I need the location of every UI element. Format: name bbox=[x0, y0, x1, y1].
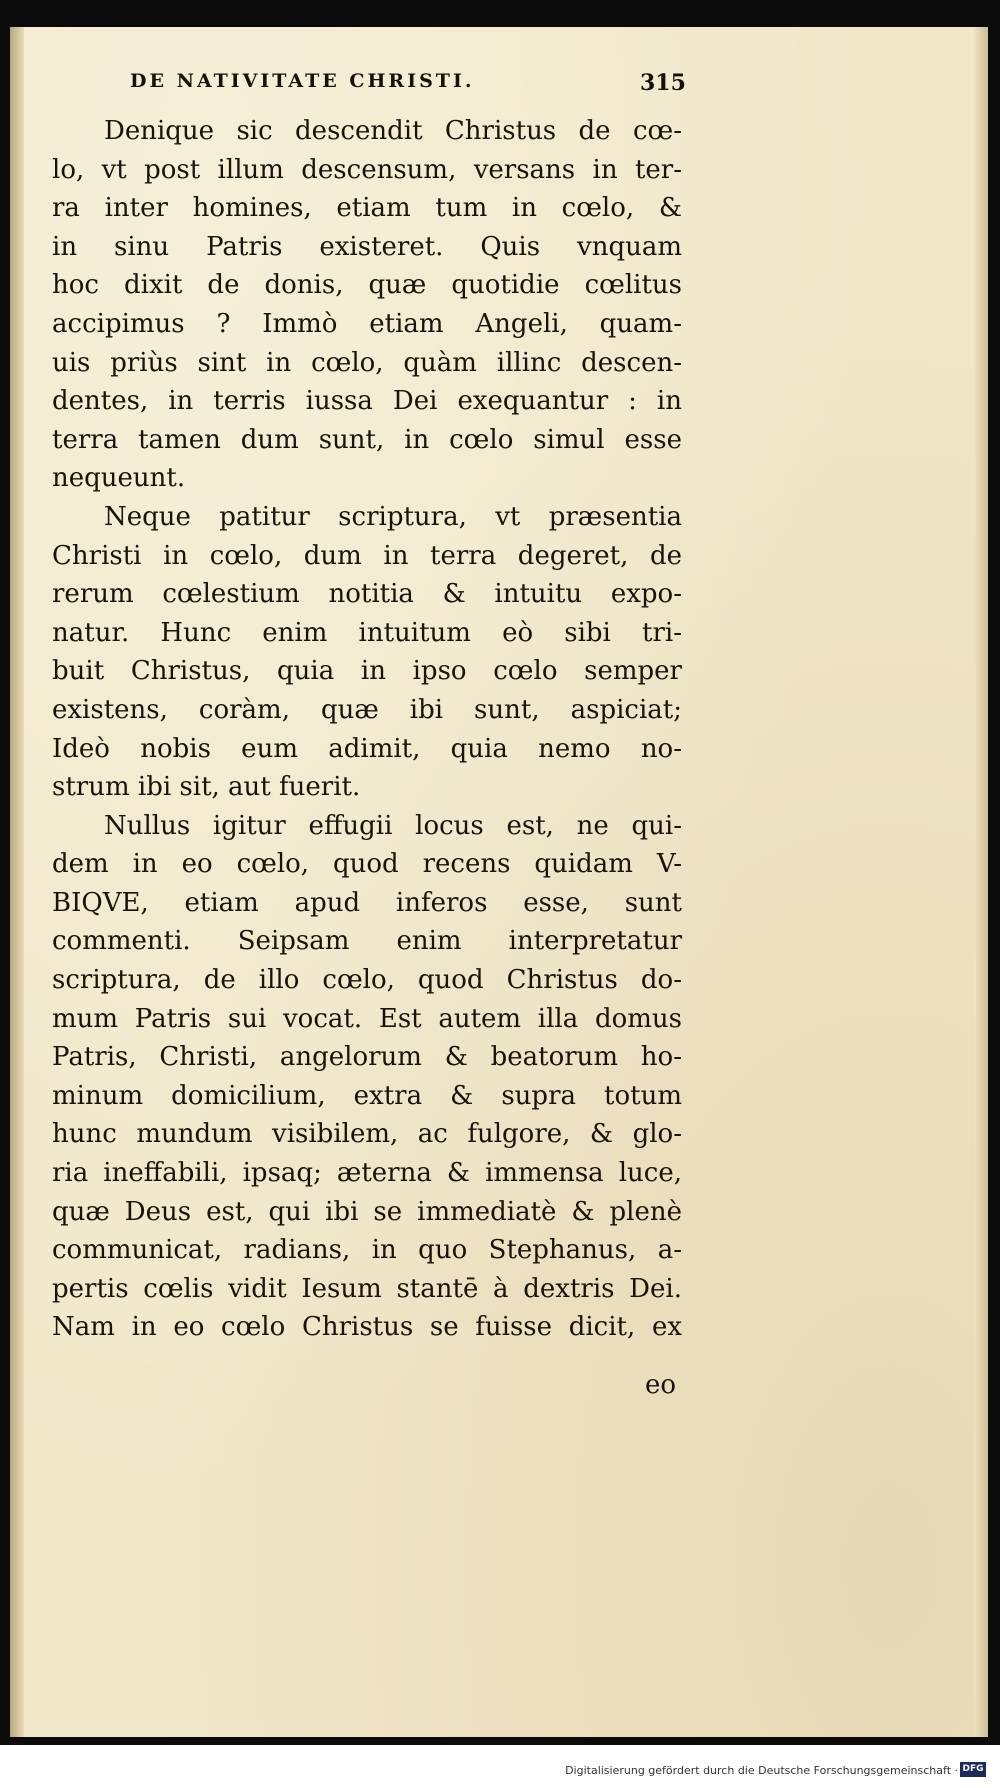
text-line: Patris, Christi, angelorum & beatorum ho- bbox=[52, 1042, 682, 1073]
text-line: in sinu Patris existeret. Quis vnquam bbox=[52, 231, 682, 262]
text-line: commenti. Seipsam enim interpretatur bbox=[52, 926, 682, 957]
body-text bbox=[52, 112, 682, 1347]
text-line: Nam in eo cœlo Christus se fuisse dicit, ex bbox=[52, 1312, 682, 1343]
text-line: ra inter homines, etiam tum in cœlo, & bbox=[52, 193, 682, 224]
text-line: minum domicilium, extra & supra totum bbox=[52, 1080, 682, 1111]
text-line: BIQVE, etiam apud inferos esse, sunt bbox=[52, 887, 682, 918]
text-line: mum Patris sui vocat. Est autem illa domus bbox=[52, 1003, 682, 1034]
text-line: existens, coràm, quæ ibi sunt, aspiciat; bbox=[52, 694, 682, 725]
text-line: dentes, in terris iussa Dei exequantur : in bbox=[52, 386, 682, 417]
text-line: Neque patitur scriptura, vt præsentia bbox=[104, 501, 682, 532]
text-line: communicat, radians, in quo Stephanus, a- bbox=[52, 1235, 682, 1266]
text-line: lo, vt post illum descensum, versans in ter- bbox=[52, 154, 682, 185]
text-line: accipimus ? Immò etiam Angeli, quam- bbox=[52, 308, 682, 339]
text-line: quæ Deus est, qui ibi se immediatè & plenè bbox=[52, 1196, 682, 1227]
running-head: DE NATIVITATE CHRISTI. bbox=[130, 70, 475, 92]
text-line: terra tamen dum sunt, in cœlo simul esse bbox=[52, 424, 682, 455]
catchword: eo bbox=[645, 1370, 677, 1400]
text-line: buit Christus, quia in ipso cœlo semper bbox=[52, 656, 682, 687]
text-line: hoc dixit de donis, quæ quotidie cœlitus bbox=[52, 270, 682, 301]
text-line: nequeunt. bbox=[52, 463, 186, 494]
funding-credit: Digitalisierung gefördert durch die Deutsche Forschungsgemeinschaft · bbox=[565, 1764, 958, 1777]
text-line: Nullus igitur effugii locus est, ne qui- bbox=[104, 810, 682, 841]
page-number: 315 bbox=[640, 70, 686, 96]
text-line: pertis cœlis vidit Iesum stantē à dextris Dei. bbox=[52, 1273, 682, 1304]
page-gutter-shadow bbox=[10, 27, 24, 1737]
text-line: Denique sic descendit Christus de cœ- bbox=[104, 116, 682, 146]
text-line: hunc mundum visibilem, ac fulgore, & glo- bbox=[52, 1119, 682, 1150]
text-line: strum ibi sit, aut fuerit. bbox=[52, 772, 361, 803]
text-line: Christi in cœlo, dum in terra degeret, de bbox=[52, 540, 682, 571]
text-line: scriptura, de illo cœlo, quod Christus do- bbox=[52, 965, 682, 996]
text-line: ria ineffabili, ipsaq; æterna & immensa luce, bbox=[52, 1158, 682, 1189]
text-line: rerum cœlestium notitia & intuitu expo- bbox=[52, 579, 682, 610]
text-line: dem in eo cœlo, quod recens quidam V- bbox=[52, 849, 682, 880]
text-line: uis priùs sint in cœlo, quàm illinc descen- bbox=[52, 347, 682, 378]
digitization-footer bbox=[0, 1750, 1000, 1788]
text-line: Ideò nobis eum adimit, quia nemo no- bbox=[52, 733, 682, 764]
dfg-logo: DFG bbox=[960, 1762, 986, 1777]
text-line: natur. Hunc enim intuitum eò sibi tri- bbox=[52, 617, 682, 648]
page-edge-shadow bbox=[974, 27, 988, 1737]
